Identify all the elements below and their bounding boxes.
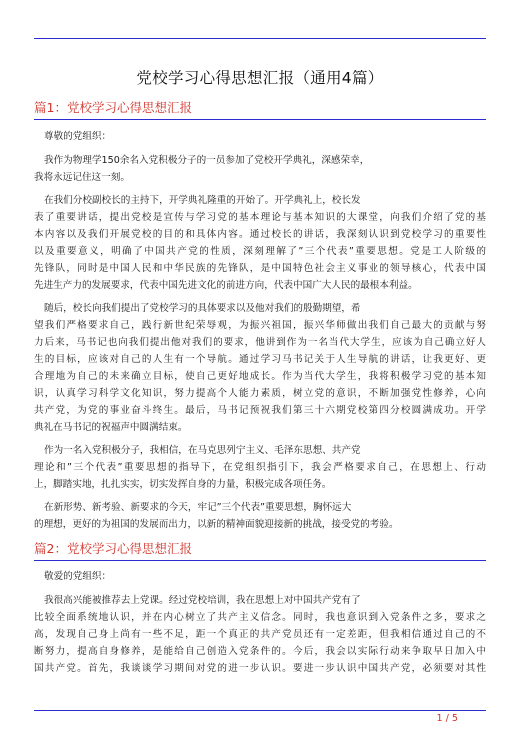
paragraph-line: 我作为物理学150余名入党积极分子的一员参加了党校开学典礼，深感荣幸， [44, 155, 370, 166]
salutation-2: 敬爱的党组织： [44, 571, 112, 582]
paragraph-line: 的理想，更好的为祖国的发展而出力，以新的精神面貌迎接新的挑战，接受党的考验。 [34, 519, 399, 530]
salutation-1: 尊敬的党组织： [44, 131, 112, 142]
paragraph-line: 典礼在马书记的祝福声中圆满结束。 [34, 422, 188, 433]
paragraph-line: 共产党，为党的事业奋斗终生。最后，马书记预祝我们第三十六期党校第四分校圆满成功。开学 [34, 405, 486, 416]
paragraph-line: 随后，校长向我们提出了党校学习的具体要求以及他对我们的殷勤期望，希 [44, 303, 361, 314]
paragraph-line: 力后来，马书记也向我们提出他对我们的要求，他讲到作为一名当代大学生，应该为自己确立好人 [34, 337, 486, 348]
paragraph-line: 合理地为自己的未来确立目标，使自己更好地成长。作为当代大学生，我将积极学习党的基本知 [34, 371, 486, 382]
paragraph-line: 我很高兴能被推荐去上党课。经过党校培训，我在思想上对中国共产党有了 [44, 595, 361, 606]
paragraph-line: 高，发现自己身上尚有一些不足，距一个真正的共产党员还有一定差距，但我相信通过自己的不 [34, 629, 486, 640]
paragraph-line: 表了重要讲话，提出党校是宣传与学习党的基本理论与基本知识的大课堂，向我们介绍了党的基 [34, 212, 486, 223]
document-title: 党校学习心得思想汇报（通用4篇） [136, 69, 384, 87]
paragraph-line: 生的目标，应该对自己的人生有一个导航。通过学习马书记关于人生导航的讲话，让我更好、更 [34, 354, 486, 365]
paragraph-line: 识，认真学习科学文化知识，努力提高个人能力素质，树立党的意识，不断加强党性修养，心向 [34, 388, 486, 399]
paragraph-line: 作为一名入党积极分子，我相信，在马克思列宁主义、毛泽东思想、共产党 [44, 445, 361, 456]
paragraph-line: 断努力，提高自身修养，是能给自己创造入党条件的。今后，我会以实际行动来争取早日加入中 [34, 646, 486, 657]
paragraph-line: 望我们严格要求自己，践行新世纪荣辱观，为振兴祖国，振兴华师做出我们自己最大的贡献与努 [34, 320, 486, 331]
paragraph-line: 以及重要意义，明确了中国共产党的性质，深刻理解了”三个代表”重要思想。党是工人阶级的 [34, 246, 486, 257]
header-rule [34, 38, 486, 39]
page-number: 1 / 5 [436, 713, 458, 724]
paragraph-line: 在我们分校副校长的主持下，开学典礼隆重的开始了。开学典礼上，校长发 [44, 195, 361, 206]
paragraph-line: 先锋队，同时是中国人民和中华民族的先锋队，是中国特色社会主义事业的领导核心，代表中国 [34, 263, 486, 274]
paragraph-line: 国共产党。首先，我谈谈学习期间对党的进一步认识。要进一步认识中国共产党，必须要对其性 [34, 663, 486, 674]
paragraph-line: 本内容以及我们开展党校的目的和具体内容。通过校长的讲话，我深刻认识到党校学习的重要性 [34, 229, 486, 240]
paragraph-line: 理论和”三个代表”重要思想的指导下，在党组织指引下，我会严格要求自己，在思想上、行动 [34, 462, 486, 473]
paragraph-line: 比较全面系统地认识，并在内心树立了共产主义信念。同时，我也意识到入党条件之多，要求之 [34, 612, 486, 623]
paragraph-line: 上，脚踏实地，扎扎实实，切实发挥自身的力量，积极完成各项任务。 [34, 479, 332, 490]
section-1-heading: 篇1：党校学习心得思想汇报 [34, 98, 486, 120]
paragraph-line: 在新形势、新考验、新要求的今天，牢记”三个代表”重要思想，胸怀远大 [44, 502, 352, 513]
paragraph-line: 先进生产力的发展要求，代表中国先进文化的前进方向，代表中国广大人民的最根本利益。 [34, 280, 418, 291]
footer-rule [34, 710, 486, 711]
paragraph-line: 我将永远记住这一刻。 [34, 172, 130, 183]
section-2-heading: 篇2：党校学习心得思想汇报 [34, 539, 486, 561]
